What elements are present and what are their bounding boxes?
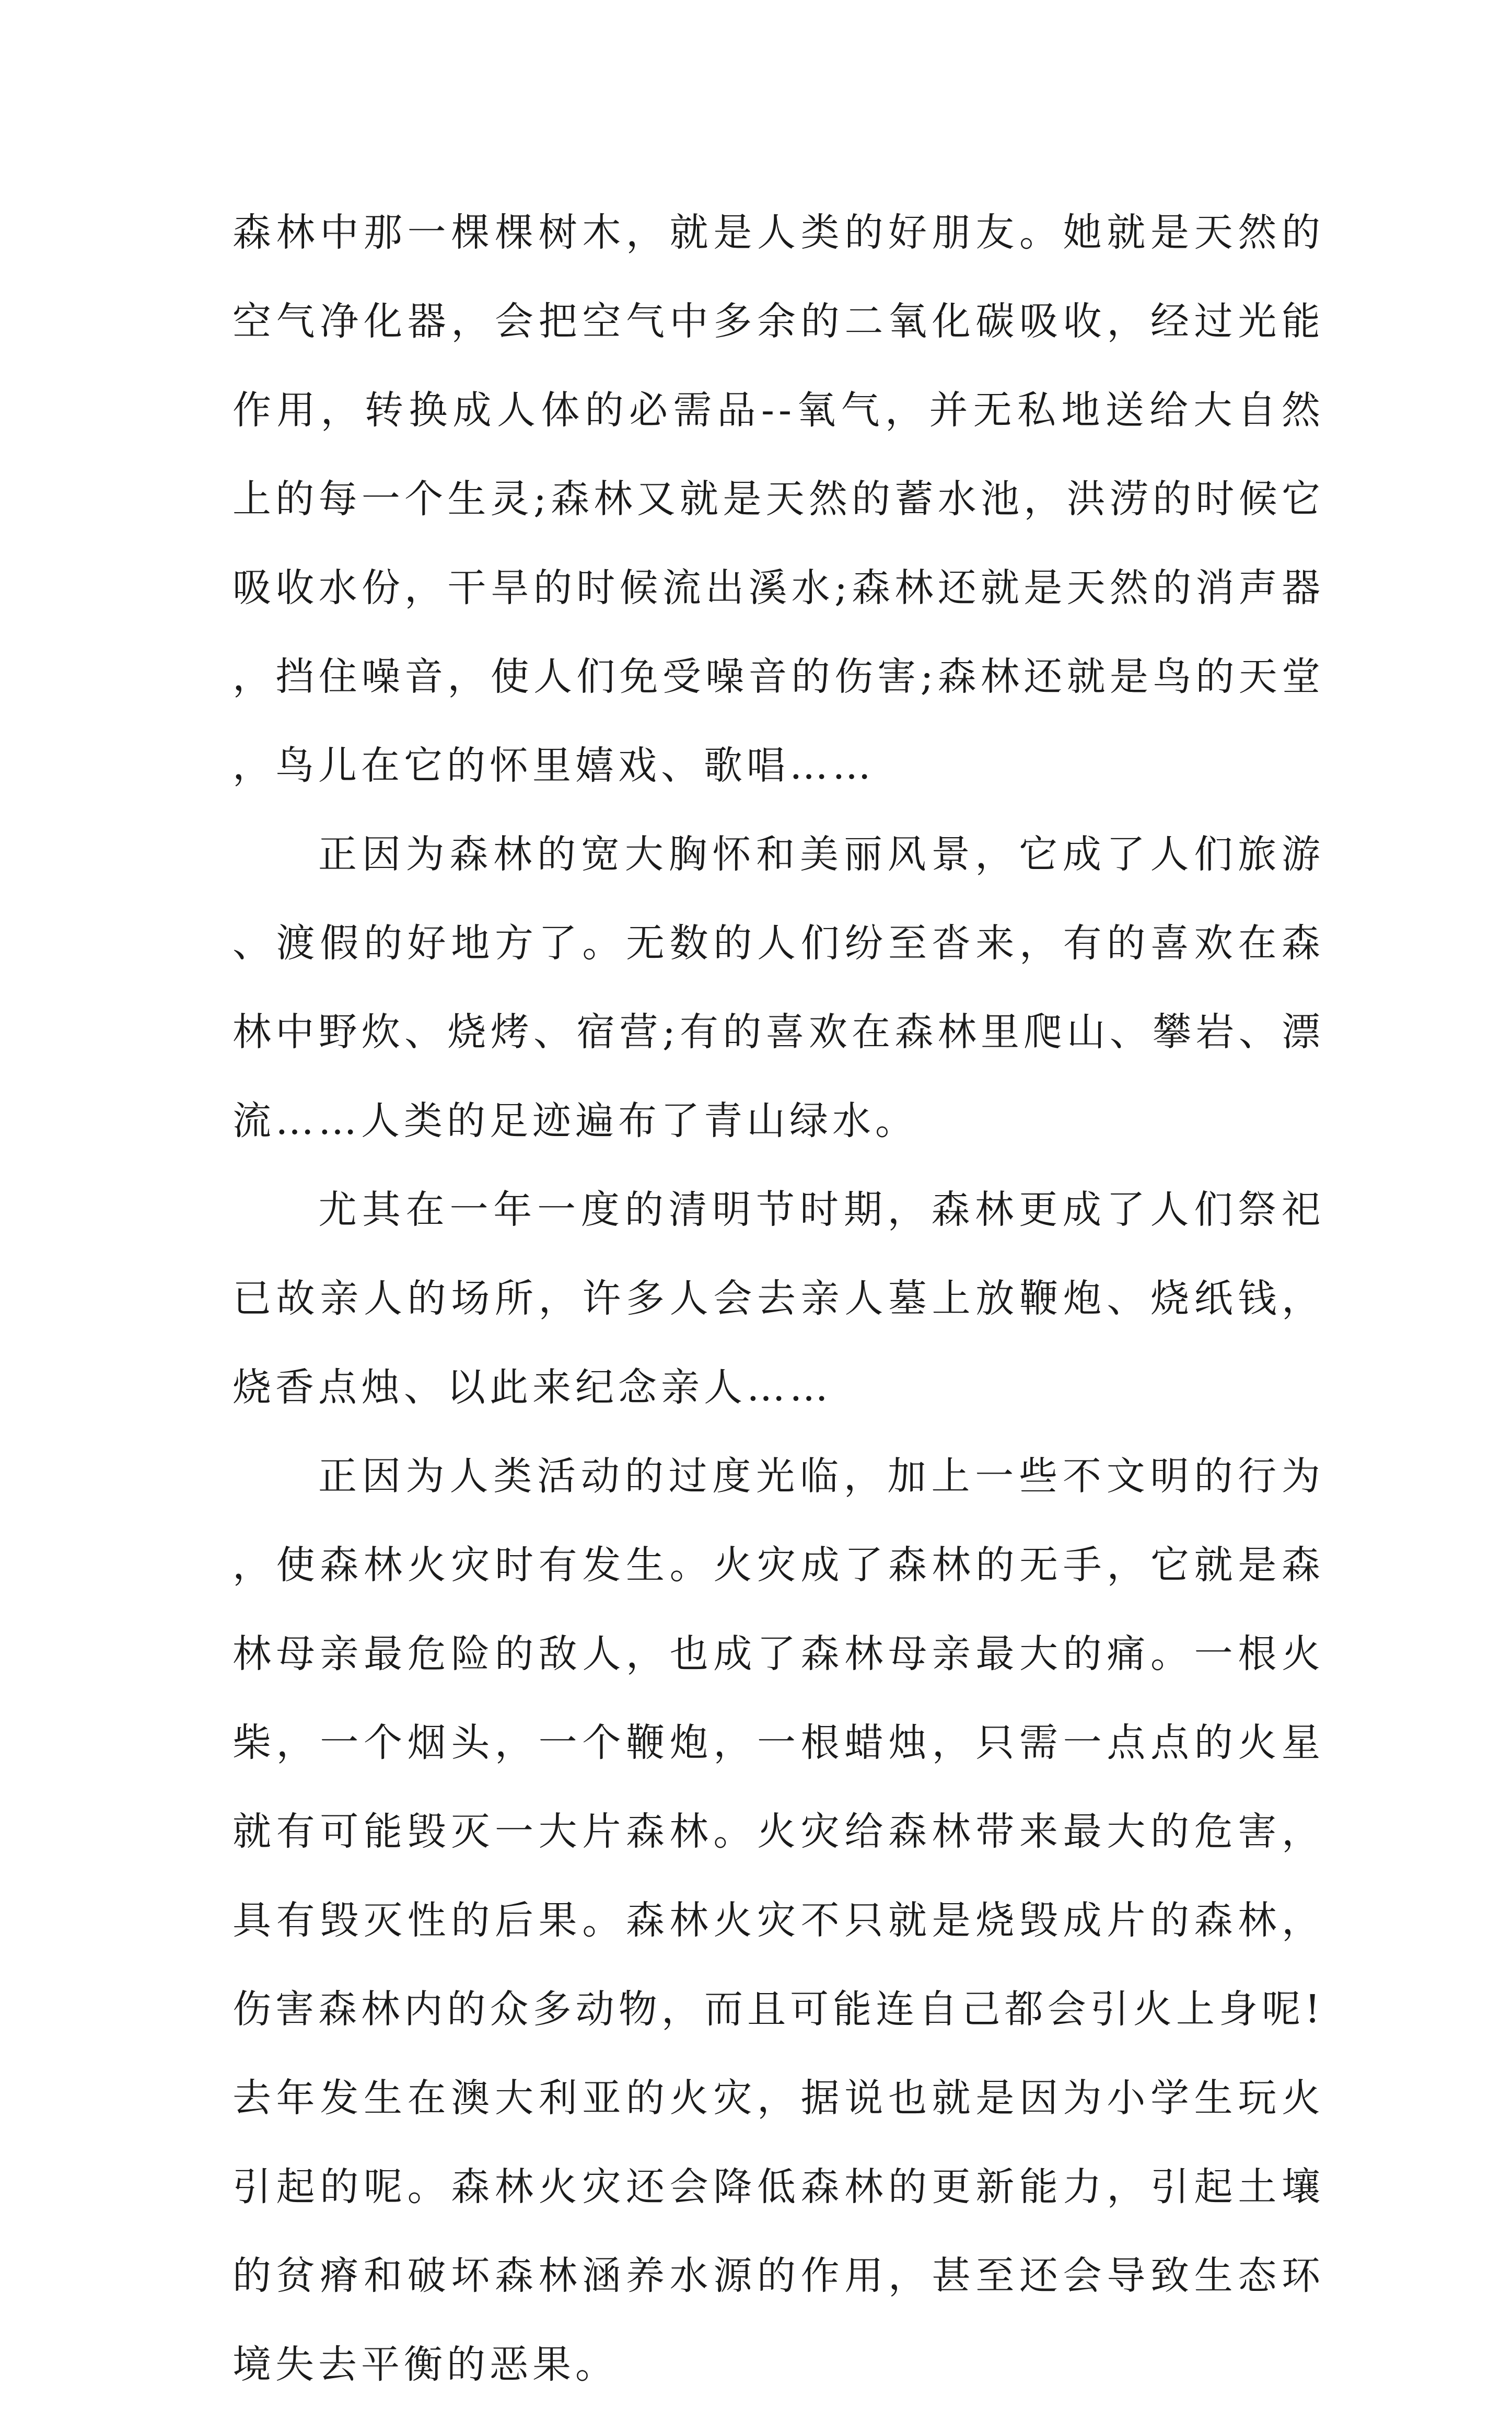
paragraph-2: 正因为森林的宽大胸怀和美丽风景，它成了人们旅游、渡假的好地方了。无数的人们纷至沓来，有的喜欢在森林中野炊、烧烤、宿营;有的喜欢在森林里爬山、攀岩、漂流……人类的足迹遍布了青山绿水。 bbox=[232, 832, 1324, 1143]
paragraph-1: 森林中那一棵棵树木，就是人类的好朋友。她就是天然的空气净化器，会把空气中多余的二氧化碳吸收，经过光能作用，转换成人体的必需品--氧气，并无私地送给大自然上的每一个生灵;森林又就是天然的蓄水池，洪涝的时候它吸收水份，干旱的时候流出溪水;森林还就是天然的消声器，挡住噪音，使人们免受噪音的伤害;森林还就是鸟的天堂，鸟儿在它的怀里嬉戏、歌唱…… bbox=[232, 210, 1324, 788]
paragraph-3: 尤其在一年一度的清明节时期，森林更成了人们祭祀已故亲人的场所，许多人会去亲人墓上放鞭炮、烧纸钱，烧香点烛、以此来纪念亲人…… bbox=[232, 1187, 1324, 1410]
body-text bbox=[232, 188, 1324, 2409]
paragraph-4: 正因为人类活动的过度光临，加上一些不文明的行为，使森林火灾时有发生。火灾成了森林的无手，它就是森林母亲最危险的敌人，也成了森林母亲最大的痛。一根火柴，一个烟头，一个鞭炮，一根蜡烛，只需一点点的火星就有可能毁灭一大片森林。火灾给森林带来最大的危害，具有毁灭性的后果。森林火灾不只就是烧毁成片的森林，伤害森林内的众多动物，而且可能连自己都会引火上身呢!去年发生在澳大利亚的火灾，据说也就是因为小学生玩火引起的呢。森林火灾还会降低森林的更新能力，引起土壤的贫瘠和破坏森林涵养水源的作用，甚至还会导致生态环境失去平衡的恶果。 bbox=[232, 1454, 1324, 2387]
